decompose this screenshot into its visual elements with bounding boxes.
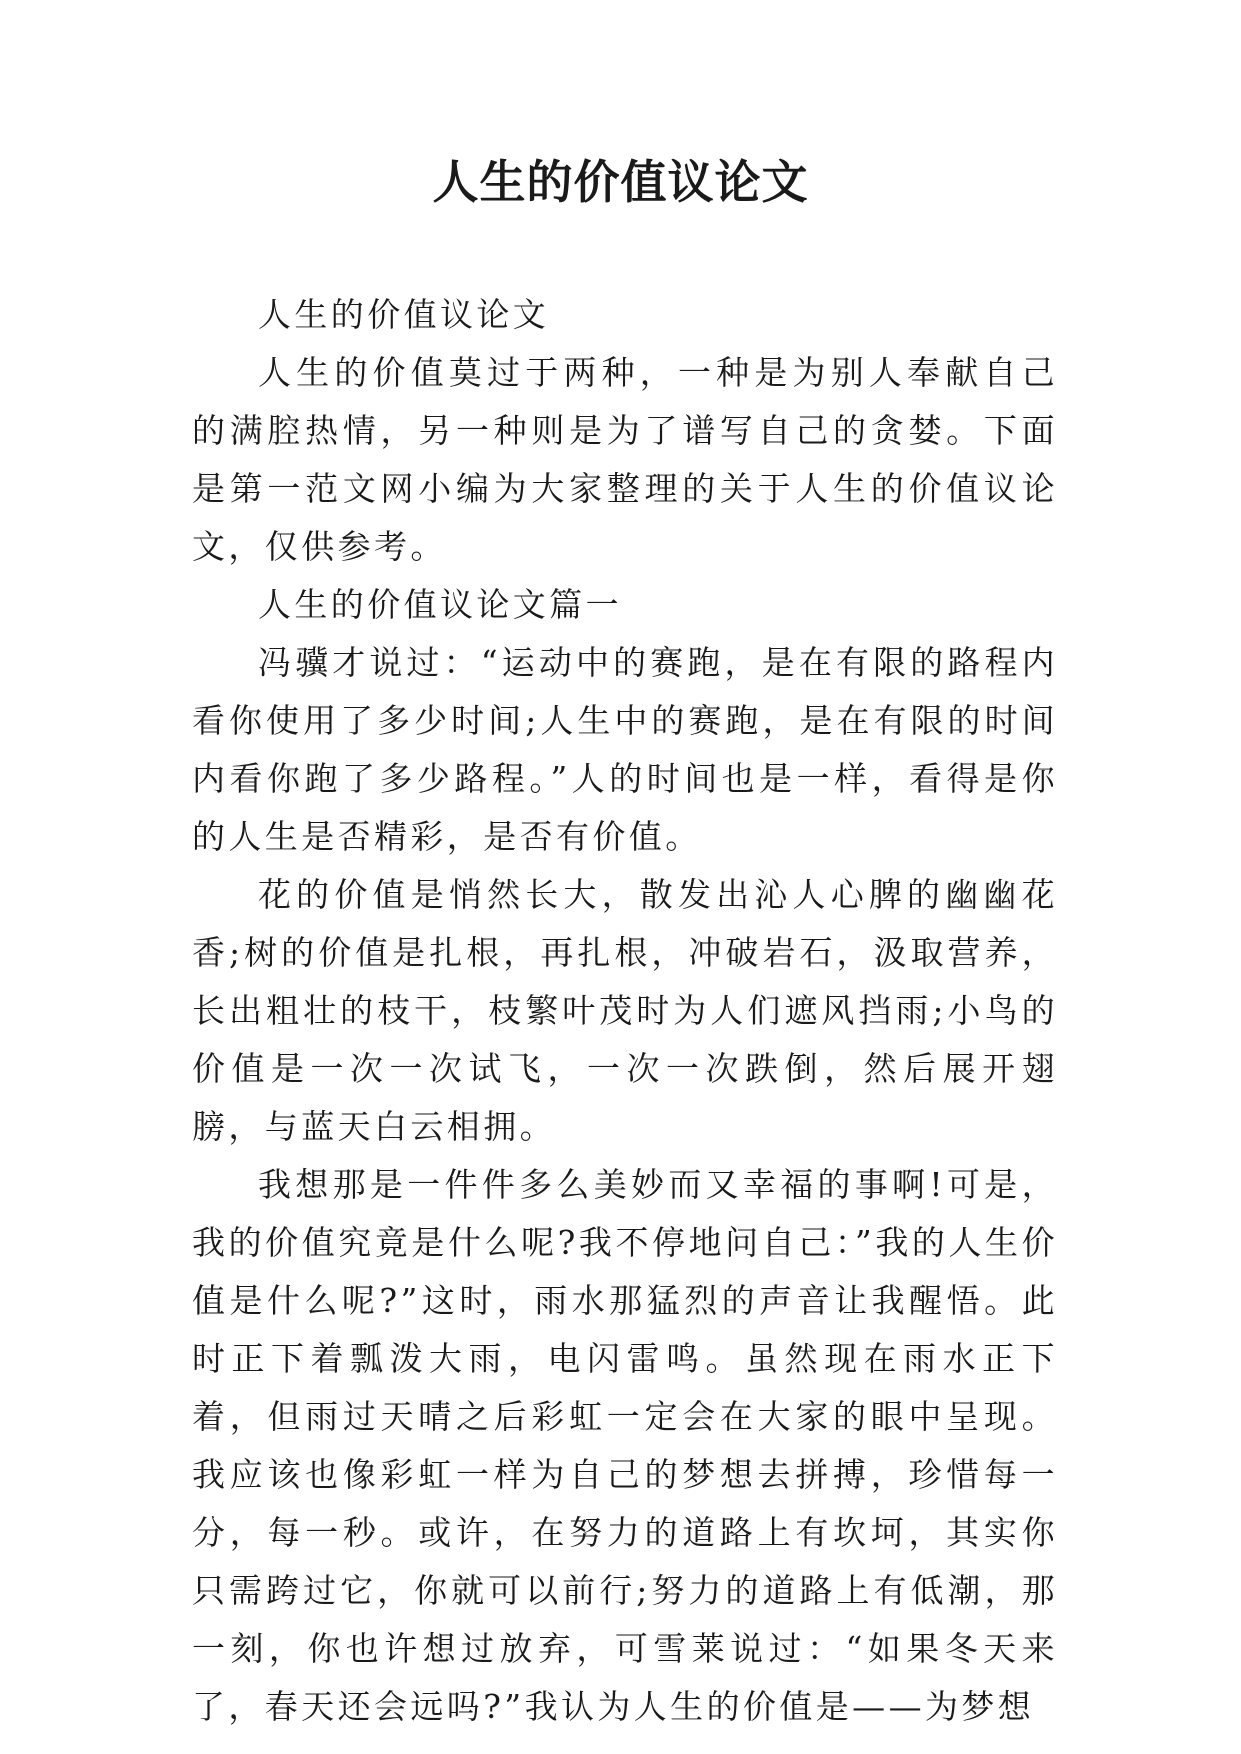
document-title: 人生的价值议论文 <box>432 155 809 209</box>
document-body <box>192 286 1058 1736</box>
paragraph-intro: 人生的价值莫过于两种，一种是为别人奉献自己的满腔热情，另一种则是为了谱写自己的贪婪。下面是第一范文网小编为大家整理的关于人生的价值议论文，仅供参考。 <box>192 353 1058 566</box>
paragraph-subtitle: 人生的价值议论文 <box>258 295 550 334</box>
paragraph-nature: 花的价值是悄然长大，散发出沁人心脾的幽幽花香;树的价值是扎根，再扎根，冲破岩石，汲取营养，长出粗壮的枝干，枝繁叶茂时为人们遮风挡雨;小鸟的价值是一次一次试飞，一次一次跌倒，然后展开翅膀，与蓝天白云相拥。 <box>192 875 1058 1146</box>
paragraph-quote: 冯骥才说过：“运动中的赛跑，是在有限的路程内看你使用了多少时间;人生中的赛跑，是在有限的时间内看你跑了多少路程。”人的时间也是一样，看得是你的人生是否精彩，是否有价值。 <box>192 643 1058 856</box>
paragraph-reflection: 我想那是一件件多么美妙而又幸福的事啊!可是，我的价值究竟是什么呢?我不停地问自己：”我的人生价值是什么呢?”这时，雨水那猛烈的声音让我醒悟。此时正下着瓢泼大雨，电闪雷鸣。虽然现在雨水正下着，但雨过天晴之后彩虹一定会在大家的眼中呈现。我应该也像彩虹一样为自己的梦想去拼搏，珍惜每一分，每一秒。或许，在努力的道路上有坎坷，其实你只需跨过它，你就可以前行;努力的道路上有低潮，那一刻，你也许想过放弃，可雪莱说过：“如果冬天来了，春天还会远吗?”我认为人生的价值是——为梦想 <box>192 1165 1058 1726</box>
paragraph-section-heading: 人生的价值议论文篇一 <box>258 585 622 624</box>
